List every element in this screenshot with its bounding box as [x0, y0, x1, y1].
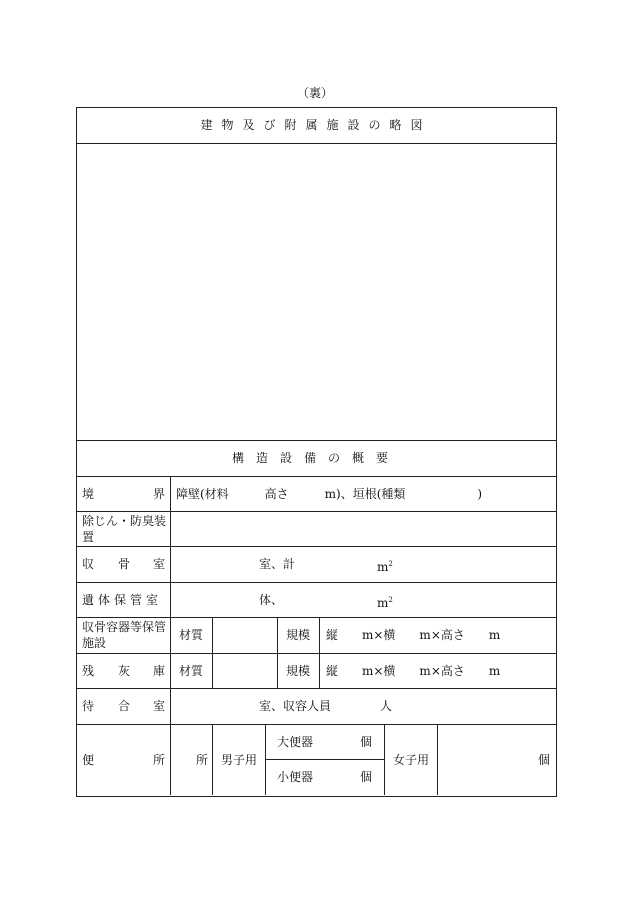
divider: [76, 653, 556, 654]
ossuary-label-2: 骨: [118, 557, 131, 571]
waiting-label-1: 待: [82, 699, 95, 713]
divider: [76, 582, 556, 583]
divider: [76, 440, 556, 441]
ash-dimensions[interactable]: 縦 m×横 m×高さ m: [326, 664, 501, 678]
dust-label-line2: 置: [82, 530, 95, 544]
ash-label-3: 庫: [153, 664, 166, 678]
divider: [265, 759, 384, 760]
urn-storage-label-line1: 収骨容器等保管: [82, 620, 167, 634]
ossuary-area-unit: $m^2$: [377, 560, 393, 574]
toilet-place-count[interactable]: 所: [196, 753, 209, 767]
ash-material-label: 材質: [179, 664, 204, 678]
waiting-label-2: 合: [118, 699, 131, 713]
toilet-small-unit[interactable]: 個: [360, 770, 373, 784]
waiting-label-3: 室: [153, 699, 166, 713]
ash-label-2: 灰: [118, 664, 131, 678]
urn-storage-material-label: 材質: [179, 628, 204, 642]
divider: [76, 546, 556, 547]
toilet-label-b: 所: [153, 753, 166, 767]
sketch-area[interactable]: [77, 144, 555, 439]
urn-storage-material-value[interactable]: [213, 618, 276, 652]
column-divider: [437, 724, 438, 795]
divider: [76, 476, 556, 477]
body-storage-count[interactable]: 体、: [259, 593, 284, 607]
sketch-title: 建物及び附属施設の略図: [200, 118, 432, 132]
overview-title: 構造設備の概要: [231, 451, 400, 465]
waiting-people-unit: 人: [380, 699, 393, 713]
toilet-large-label: 大便器: [277, 735, 314, 749]
divider: [76, 724, 556, 725]
toilet-small-label: 小便器: [277, 770, 314, 784]
body-storage-label: 遺体保管室: [82, 593, 163, 607]
toilet-large-unit[interactable]: 個: [360, 735, 373, 749]
body-storage-area-unit: $m^2$: [377, 596, 393, 610]
urn-storage-scale-label: 規模: [286, 628, 311, 642]
ossuary-rooms[interactable]: 室、計: [259, 557, 296, 571]
boundary-label-a: 境: [82, 487, 95, 501]
dust-value-cell[interactable]: [171, 512, 555, 546]
dust-label-line1: 除じん・防臭装: [82, 514, 167, 528]
ash-scale-label: 規模: [286, 664, 311, 678]
urn-storage-dimensions[interactable]: 縦 m×横 m×高さ m: [326, 628, 501, 642]
toilet-label-a: 便: [82, 753, 95, 767]
toilet-male-label: 男子用: [221, 753, 258, 767]
ossuary-label-3: 室: [153, 557, 166, 571]
boundary-label-b: 界: [153, 487, 166, 501]
divider: [76, 688, 556, 689]
page-side-label: （裏）: [296, 86, 333, 100]
column-divider: [212, 724, 213, 795]
toilet-female-label: 女子用: [393, 753, 430, 767]
divider: [76, 617, 556, 618]
ossuary-label-1: 収: [82, 557, 95, 571]
column-divider: [277, 617, 278, 688]
waiting-content[interactable]: 室、収容人員: [259, 699, 332, 713]
ash-material-value[interactable]: [213, 654, 276, 688]
boundary-content[interactable]: 障壁(材料 高さ m)、垣根(種類 ): [176, 487, 483, 501]
column-divider: [384, 724, 385, 795]
toilet-female-unit[interactable]: 個: [538, 753, 551, 767]
urn-storage-label-line2: 施設: [82, 636, 107, 650]
ash-label-1: 残: [82, 664, 95, 678]
column-divider: [265, 724, 266, 795]
column-divider: [319, 617, 320, 688]
